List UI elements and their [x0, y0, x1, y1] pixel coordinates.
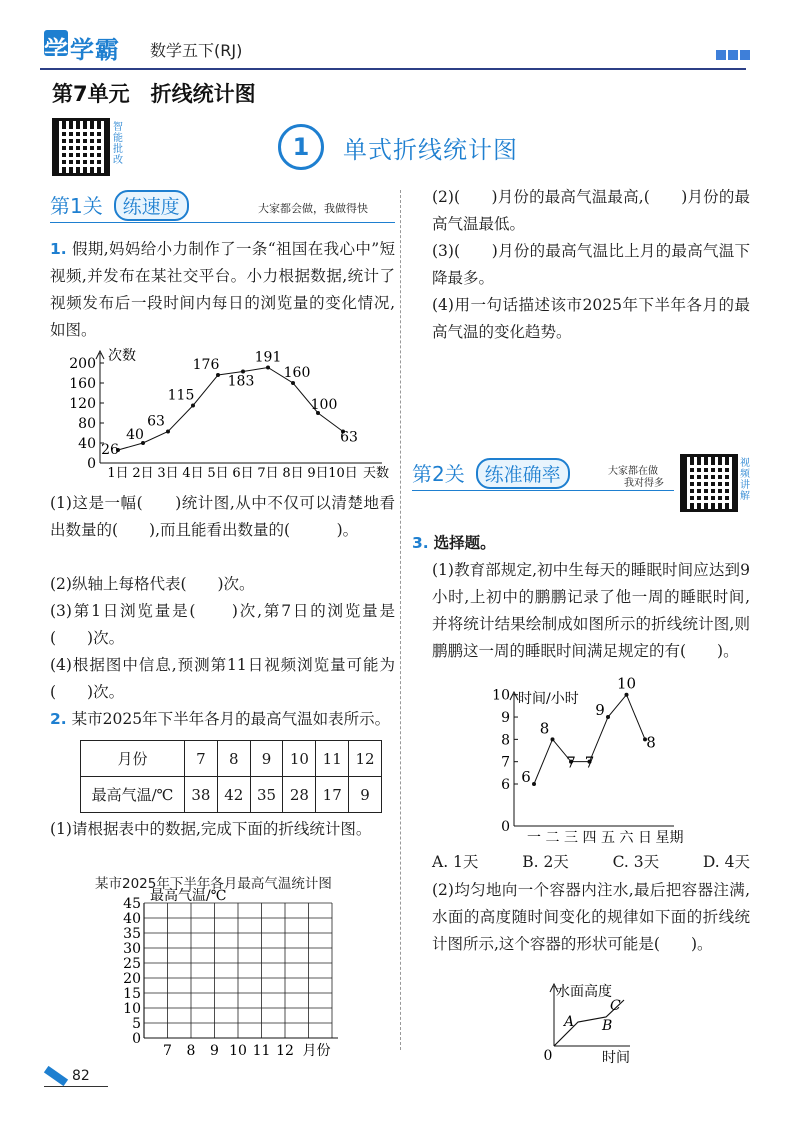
y-tick-label: 6 [501, 777, 510, 793]
data-point [532, 782, 536, 786]
q2-sub1: (1)请根据表中的数据,完成下面的折线统计图。 [50, 820, 372, 838]
y-tick-label: 9 [501, 710, 510, 727]
data-label: 9 [595, 701, 605, 720]
section2-slogan2: 我对得多 [624, 478, 664, 489]
y-axis-label: 最高气温/℃ [150, 888, 227, 904]
section1-slogan: 大家都会做，我做得快 [258, 202, 368, 215]
data-label: 10 [616, 674, 637, 693]
qr-code-icon[interactable] [680, 454, 738, 512]
y-tick-label: 120 [69, 396, 96, 412]
x-tick-label: 10日 [328, 466, 358, 481]
option-d[interactable]: D. 4天 [702, 853, 750, 871]
table-cell: 8 [217, 741, 250, 777]
data-point [266, 366, 270, 370]
data-label: 183 [227, 373, 255, 390]
data-label: 7 [584, 753, 595, 772]
header-rule [40, 68, 746, 70]
qr-code-icon[interactable] [52, 118, 110, 176]
data-point [291, 381, 295, 385]
y-tick-label: 0 [87, 456, 96, 472]
table-cell: 11 [316, 741, 349, 777]
data-point [166, 430, 170, 434]
y-tick-label: 45 [123, 896, 141, 912]
option-a[interactable]: A. 1天 [432, 853, 479, 871]
decor-squares [714, 46, 750, 64]
x-tick-label: 7 [163, 1043, 172, 1059]
table-header-month: 月份 [81, 741, 185, 777]
q3-stem [412, 530, 750, 557]
y-axis-label: 水面高度 [556, 984, 612, 1000]
x-axis-label: 天数 [363, 466, 390, 481]
table-cell: 42 [217, 777, 250, 813]
table-cell: 10 [283, 741, 316, 777]
q1-sub1: (1)这是一幅( )统计图,从中不仅可以清楚地看出数量的( ),而且能看出数量的( )。 [50, 494, 395, 539]
data-label: 6 [521, 768, 531, 786]
data-label: 26 [101, 442, 119, 458]
segment-label: B [602, 1018, 613, 1034]
x-tick-label: 六 [619, 830, 634, 846]
origin-label: 0 [543, 1048, 553, 1064]
x-tick-label: 5日 [207, 466, 229, 481]
y-tick-label: 25 [123, 956, 141, 972]
q1-stem [50, 236, 395, 344]
pen-icon [44, 1066, 68, 1086]
x-axis-label: 时间 [602, 1050, 630, 1066]
q2-text: 某市2025年下半年各月的最高气温如表所示。 [71, 710, 391, 728]
y-axis-label: 次数 [108, 348, 136, 364]
page-number: 82 [72, 1068, 90, 1084]
views-line-chart [60, 345, 395, 485]
data-label: 8 [539, 719, 550, 738]
grid-chart-title: 某市2025年下半年各月最高气温统计图 [95, 876, 332, 892]
x-tick-label: 8日 [282, 466, 304, 481]
brand-logo [44, 30, 120, 65]
footer-rule [44, 1086, 108, 1087]
y-tick-label: 20 [123, 971, 141, 987]
table-cell: 9 [349, 777, 382, 813]
lesson-number: 1 [278, 124, 324, 170]
unit-title: 第7单元 折线统计图 [52, 82, 256, 106]
data-point [625, 693, 629, 697]
x-tick-label: 6日 [232, 466, 254, 481]
y-tick-label: 40 [78, 436, 96, 452]
data-label: 63 [340, 429, 358, 446]
water-height-chart [530, 980, 680, 1064]
q1-sub2: (2)纵轴上每格代表( )次。 [50, 575, 255, 593]
x-tick-label: 7日 [257, 466, 279, 481]
table-cell: 17 [316, 777, 349, 813]
x-tick-label: 四 [582, 830, 597, 846]
q1-number: 1. [50, 240, 67, 258]
x-tick-label: 三 [564, 830, 578, 846]
qr-label: 智能批改 [113, 122, 123, 166]
section1-underline [50, 222, 395, 223]
data-point [551, 737, 555, 741]
table-cell: 35 [250, 777, 283, 813]
data-label: 115 [167, 387, 195, 404]
column-divider [400, 190, 401, 1050]
section2-name: 练准确率 [476, 458, 570, 489]
table-cell: 7 [185, 741, 218, 777]
y-tick-label: 0 [501, 819, 510, 835]
data-label: 40 [126, 427, 144, 443]
x-tick-label: 4日 [182, 466, 204, 481]
data-point [191, 404, 195, 408]
data-label: 7 [566, 753, 576, 772]
table-cell: 12 [349, 741, 382, 777]
temperature-grid-chart[interactable] [100, 888, 360, 1060]
section2-slogan1: 大家都在做 [608, 466, 658, 477]
x-tick-label: 二 [545, 830, 560, 846]
x-tick-label: 9日 [307, 466, 329, 481]
x-tick-label: 3日 [157, 466, 179, 481]
x-tick-label: 1日 [107, 466, 129, 481]
option-c[interactable]: C. 3天 [612, 853, 660, 871]
data-point [606, 715, 610, 719]
section1-banner [50, 190, 395, 224]
data-label: 100 [310, 397, 338, 413]
y-tick-label: 15 [123, 986, 141, 1002]
q1-sub3: (3)第1日浏览量是( )次,第7日的浏览量是( )次。 [50, 602, 395, 647]
y-tick-label: 200 [69, 356, 96, 372]
table-cell: 38 [185, 777, 218, 813]
data-label: 191 [254, 349, 282, 366]
y-tick-label: 7 [501, 754, 510, 771]
q3-sub2: (2)均匀地向一个容器内注水,最后把容器注满,水面的高度随时间变化的规律如下面的折线统计图所示,这个容器的形状可能是( )。 [432, 881, 750, 953]
x-tick-label: 2日 [132, 466, 154, 481]
data-label: 160 [283, 365, 311, 381]
table-row [81, 741, 382, 777]
book-title: 数学五下(RJ) [150, 41, 243, 60]
x-tick-label: 9 [210, 1043, 219, 1059]
sleep-line-chart [478, 674, 708, 846]
y-tick-label: 5 [132, 1016, 141, 1032]
temperature-table [80, 740, 382, 813]
y-tick-label: 35 [123, 926, 141, 942]
y-tick-label: 80 [78, 416, 96, 432]
y-tick-label: 40 [123, 911, 141, 927]
section2-banner [412, 458, 682, 492]
q1-text: 假期,妈妈给小力制作了一条“祖国在我心中”短视频,并发布在某社交平台。小力根据数据,统计了视频发布后一段时间内每日的浏览量的变化情况,如图。 [50, 240, 395, 339]
q2-number: 2. [50, 710, 67, 728]
x-axis-label: 月份 [302, 1043, 331, 1059]
segment-label: C [610, 998, 621, 1014]
table-row [81, 777, 382, 813]
q2-sub4: (4)用一句话描述该市2025年下半年各月的最高气温的变化趋势。 [432, 296, 750, 341]
y-axis-label: 时间/小时 [518, 691, 579, 707]
q3-options [432, 850, 750, 872]
data-label: 8 [646, 733, 656, 752]
x-tick-label: 12 [276, 1043, 294, 1059]
q3-number: 3. [412, 534, 429, 552]
option-b[interactable]: B. 2天 [522, 853, 569, 871]
x-tick-label: 五 [601, 830, 615, 846]
y-tick-label: 160 [69, 376, 96, 392]
brand-name: 学霸 [70, 36, 120, 64]
x-tick-label: 10 [229, 1043, 247, 1059]
y-tick-label: 0 [132, 1031, 141, 1047]
data-point [216, 373, 220, 377]
section1-level: 第1关 [50, 194, 103, 218]
y-tick-label: 30 [123, 941, 141, 957]
table-cell: 9 [250, 741, 283, 777]
table-cell: 28 [283, 777, 316, 813]
q3-title: 选择题。 [433, 534, 496, 552]
qr-label: 视频讲解 [740, 458, 750, 502]
lesson-title: 单式折线统计图 [343, 136, 518, 164]
x-tick-label: 11 [252, 1043, 271, 1059]
section1-name: 练速度 [114, 190, 189, 221]
q3-sub1: (1)教育部规定,初中生每天的睡眠时间应达到9小时,上初中的鹏鹏记录了他一周的睡眠时间,并将统计结果绘制成如图所示的折线统计图,则鹏鹏这一周的睡眠时间满足规定的有( )。 [432, 561, 750, 660]
q2-sub3: (3)( )月份的最高气温比上月的最高气温下降最多。 [432, 242, 750, 287]
segment-label: A [564, 1014, 575, 1030]
q2-sub2: (2)( )月份的最高气温最高,( )月份的最高气温最低。 [432, 188, 750, 233]
section2-level: 第2关 [412, 462, 465, 486]
data-label: 63 [147, 413, 165, 430]
x-tick-label: 一 [527, 830, 541, 846]
y-tick-label: 8 [501, 732, 510, 749]
x-tick-label: 8 [186, 1043, 196, 1059]
section2-underline [412, 490, 674, 491]
q1-sub4: (4)根据图中信息,预测第11日视频浏览量可能为( )次。 [50, 656, 395, 701]
q2-stem [50, 706, 395, 733]
x-tick-label: 日 [638, 830, 652, 846]
y-tick-label: 10 [123, 1001, 141, 1017]
table-header-temp: 最高气温/℃ [81, 777, 185, 813]
data-label: 176 [192, 357, 220, 373]
brand-mark: 学 [44, 30, 68, 56]
x-axis-label: 星期 [655, 830, 684, 846]
y-tick-label: 10 [492, 687, 510, 704]
